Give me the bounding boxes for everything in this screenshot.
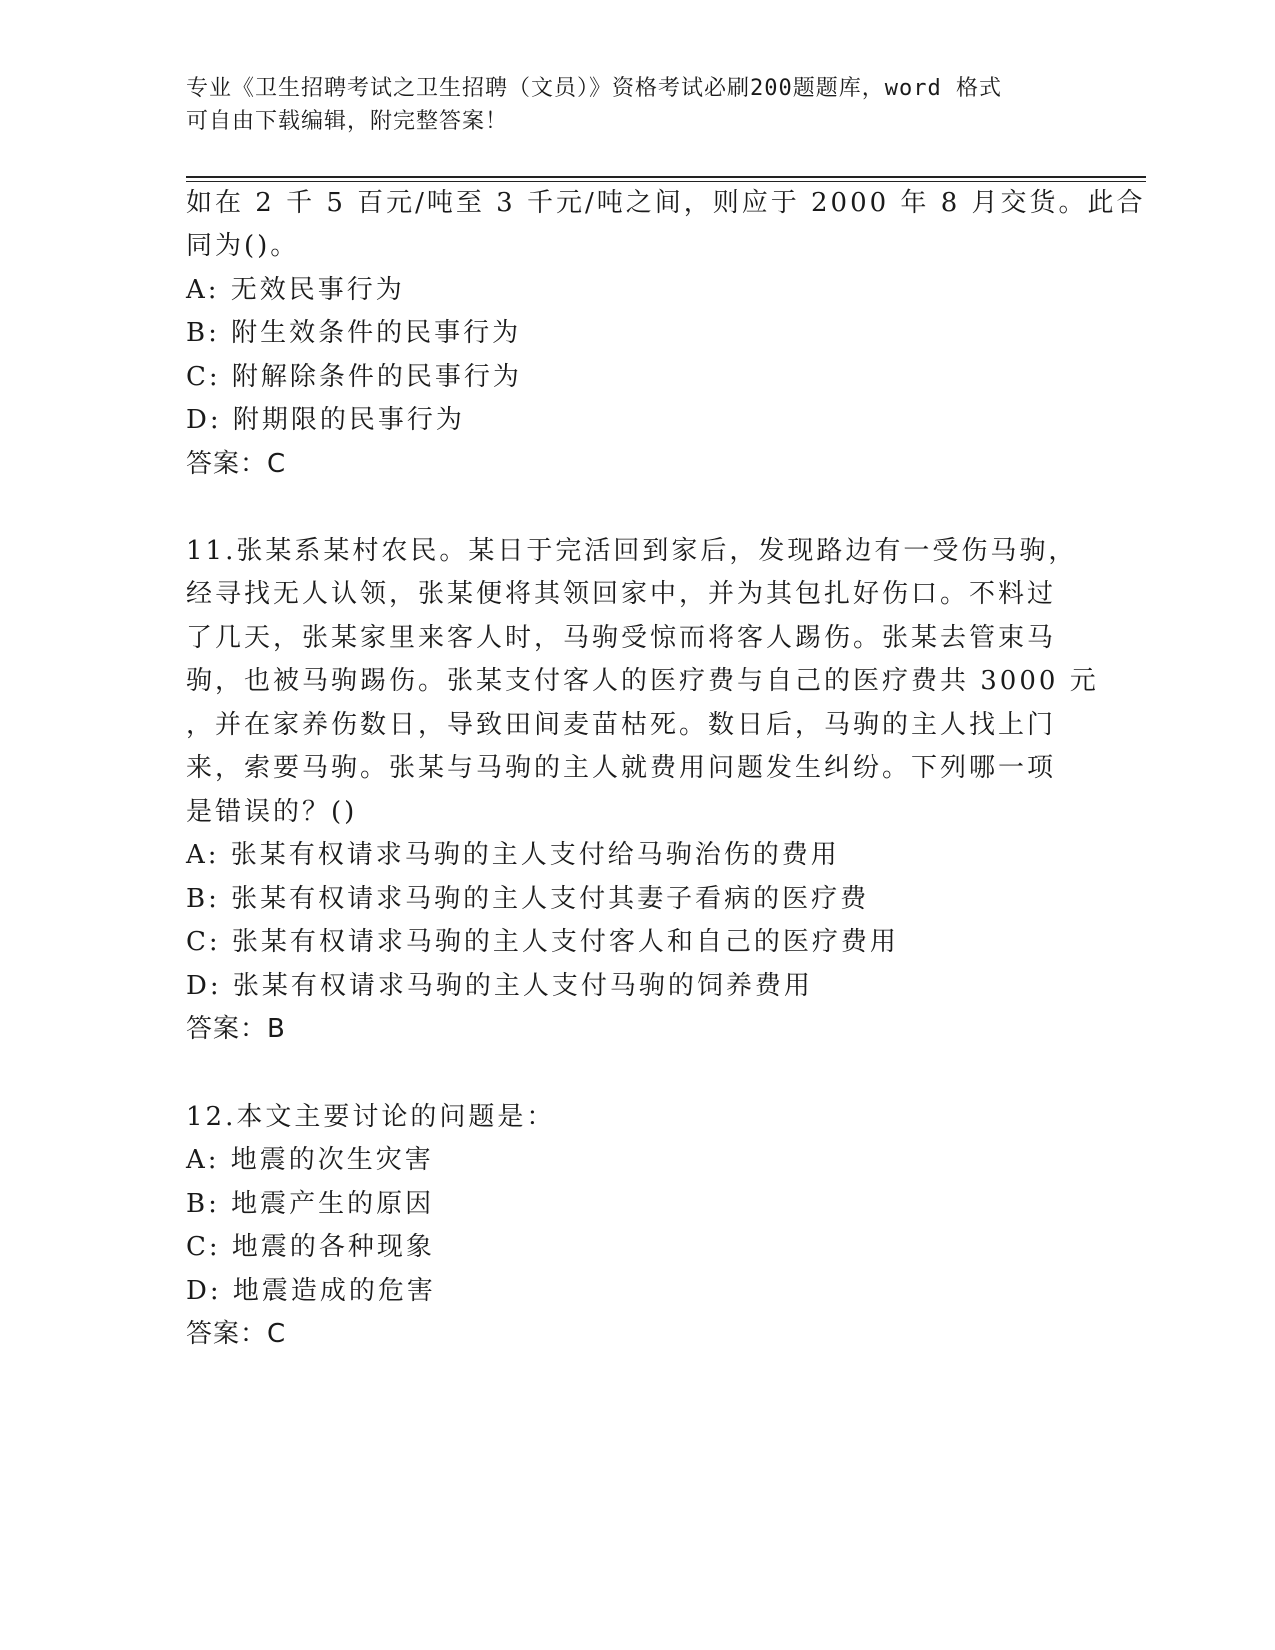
q11-stem-line: ，并在家养伤数日，导致田间麦苗枯死。数日后，马驹的主人找上门 [186, 710, 1057, 740]
q11-option-b: B: 张某有权请求马驹的主人支付其妻子看病的医疗费 [186, 884, 870, 914]
q10-stem-line: 同为()。 [186, 231, 300, 261]
q12-stem-line: 12.本文主要讨论的问题是： [186, 1102, 556, 1132]
q12-option-d: D: 地震造成的危害 [186, 1276, 436, 1306]
q11-answer: 答案：B [186, 1014, 286, 1044]
q11-stem-line: 来，索要马驹。张某与马驹的主人就费用问题发生纠纷。下列哪一项 [186, 753, 1057, 783]
q10-option-b: B: 附生效条件的民事行为 [186, 318, 522, 348]
q11-stem-line: 经寻找无人认领，张某便将其领回家中，并为其包扎好伤口。不料过 [186, 579, 1057, 609]
header-subtitle-line: 可自由下载编辑，附完整答案！ [186, 109, 509, 134]
q12-answer: 答案：C [186, 1319, 287, 1349]
document-header [186, 72, 1086, 138]
q10-stem-line: 如在 2 千 5 百元/吨至 3 千元/吨之间，则应于 2000 年 8 月交货。此合 [186, 188, 1146, 218]
q11-option-d: D: 张某有权请求马驹的主人支付马驹的饲养费用 [186, 971, 813, 1001]
q11-stem-line: 了几天，张某家里来客人时，马驹受惊而将客人踢伤。张某去管束马 [186, 623, 1057, 653]
q11-stem-line: 11.张某系某村农民。某日于完活回到家后，发现路边有一受伤马驹， [186, 536, 1078, 566]
q10-option-d: D: 附期限的民事行为 [186, 405, 465, 435]
q11-stem-line: 是错误的？() [186, 797, 358, 827]
q10-option-c: C: 附解除条件的民事行为 [186, 362, 522, 392]
header-title-line: 专业《卫生招聘考试之卫生招聘（文员）》资格考试必刷200题题库，word 格式 [186, 76, 1002, 101]
q11-option-a: A: 张某有权请求马驹的主人支付给马驹治伤的费用 [186, 840, 840, 870]
q11-stem-line: 驹，也被马驹踢伤。张某支付客人的医疗费与自己的医疗费共 3000 元 [186, 666, 1099, 696]
q10-answer: 答案：C [186, 449, 287, 479]
header-divider-thick [186, 176, 1146, 178]
q12-option-b: B: 地震产生的原因 [186, 1189, 435, 1219]
q10-option-a: A: 无效民事行为 [186, 275, 405, 305]
header-divider-thin [186, 181, 1146, 182]
q12-option-a: A: 地震的次生灾害 [186, 1145, 434, 1175]
q12-option-c: C: 地震的各种现象 [186, 1232, 435, 1262]
q11-option-c: C: 张某有权请求马驹的主人支付客人和自己的医疗费用 [186, 927, 899, 957]
